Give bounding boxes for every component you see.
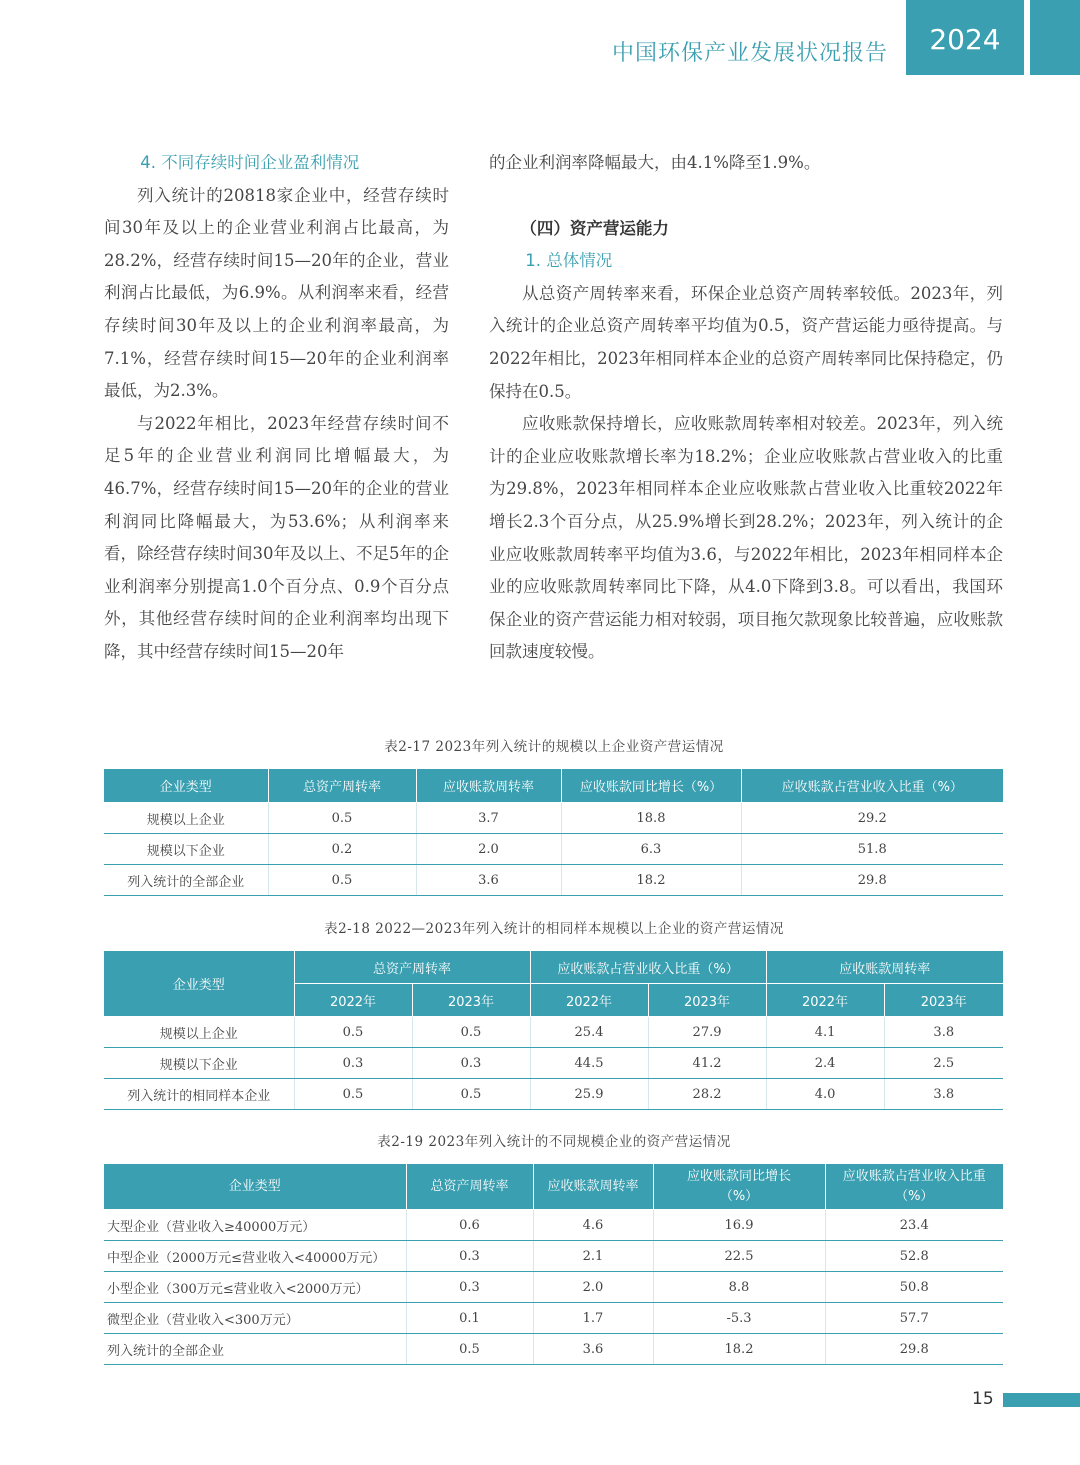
table-cell: 规模以上企业 xyxy=(104,803,268,834)
table-row xyxy=(104,1079,1003,1110)
table-cell: 0.5 xyxy=(294,1017,412,1048)
table-cell: 2.0 xyxy=(416,834,561,865)
table-cell: 25.4 xyxy=(530,1017,648,1048)
right-column xyxy=(489,147,1003,669)
table-cell: 0.1 xyxy=(406,1303,533,1334)
table-cell: 25.9 xyxy=(530,1079,648,1110)
table-cell: 3.8 xyxy=(884,1079,1003,1110)
left-column xyxy=(104,147,449,669)
table-cell: 18.8 xyxy=(561,803,741,834)
table-cell: 29.2 xyxy=(741,803,1003,834)
table-cell: 小型企业（300万元≤营业收入<2000万元） xyxy=(104,1272,406,1303)
section-heading-asset-operation: （四）资产营运能力 xyxy=(520,218,669,238)
table-cell: 16.9 xyxy=(653,1210,825,1241)
subsection-heading-overall: 1. 总体情况 xyxy=(525,251,613,271)
table-cell: 50.8 xyxy=(825,1272,1003,1303)
column-header: 应收账款周转率 xyxy=(533,1164,653,1210)
table-2-18 xyxy=(104,951,1003,1110)
column-header: 应收账款占营业收入比重（%） xyxy=(741,769,1003,803)
table-row xyxy=(104,803,1003,834)
year-subheader: 2023年 xyxy=(884,984,1003,1017)
table-cell: 中型企业（2000万元≤营业收入<40000万元） xyxy=(104,1241,406,1272)
table-row xyxy=(104,1334,1003,1365)
table-cell: 22.5 xyxy=(653,1241,825,1272)
table-cell: 1.7 xyxy=(533,1303,653,1334)
paragraph: 从总资产周转率来看，环保企业总资产周转率较低。2023年，列入统计的企业总资产周转率平均值为0.5，资产营运能力亟待提高。与2022年相比，2023年相同样本企业的总资产周转率同比保持稳定，仍保持在0.5。 xyxy=(489,283,1003,401)
table-cell: 6.3 xyxy=(561,834,741,865)
year-subheader: 2023年 xyxy=(648,984,766,1017)
table-cell: 27.9 xyxy=(648,1017,766,1048)
table-cell: 29.8 xyxy=(825,1334,1003,1365)
table-cell: 52.8 xyxy=(825,1241,1003,1272)
table-cell: 2.4 xyxy=(766,1048,884,1079)
column-header: 应收账款周转率 xyxy=(416,769,561,803)
table-cell: 规模以下企业 xyxy=(104,1048,294,1079)
paragraph: 应收账款保持增长，应收账款周转率相对较差。2023年，列入统计的企业应收账款增长率为18.2%；企业应收账款占营业收入的比重为29.8%，2023年相同样本企业应收账款占营业收入比重较2022年增长2.3个百分点，从25.9%增长到28.2%；2023年，列入统计的企业应收账款周转率平均值为3.6，与2022年相比，2023年相同样本企业的应收账款周转率同比下降，从4.0下降到3.8。可以看出，我国环保企业的资产营运能力相对较弱，项目拖欠款现象比较普遍，应收账款回款速度较慢。 xyxy=(489,414,1003,662)
table-cell: 8.8 xyxy=(653,1272,825,1303)
table-cell: 0.5 xyxy=(406,1334,533,1365)
year-subheader: 2022年 xyxy=(294,984,412,1017)
table-cell: 23.4 xyxy=(825,1210,1003,1241)
page-number-accent-bar xyxy=(1003,1393,1080,1407)
table-cell: 规模以下企业 xyxy=(104,834,268,865)
table-cell: 3.6 xyxy=(533,1334,653,1365)
column-header: 应收账款同比增长（%） xyxy=(561,769,741,803)
paragraph: 与2022年相比，2023年经营存续时间不足5年的企业营业利润同比增幅最大，为46.7%，经营存续时间15—20年的企业的营业利润同比降幅最大，为53.6%；从利润率来看，除经营存续时间30年及以上、不足5年的企业利润率分别提高1.0个百分点、0.9个百分点外，其他经营存续时间的企业利润率均出现下降，其中经营存续时间15—20年 xyxy=(104,413,449,661)
table-cell: 28.2 xyxy=(648,1079,766,1110)
table-cell: 2.1 xyxy=(533,1241,653,1272)
table-cell: 0.5 xyxy=(268,865,416,896)
table-cell: 2.0 xyxy=(533,1272,653,1303)
table-row xyxy=(104,1210,1003,1241)
column-header: 企业类型 xyxy=(104,951,294,1017)
report-title: 中国环保产业发展状况报告 xyxy=(611,41,888,66)
column-header: 总资产周转率 xyxy=(268,769,416,803)
table-cell: 0.3 xyxy=(294,1048,412,1079)
table-cell: 57.7 xyxy=(825,1303,1003,1334)
table-cell: 0.5 xyxy=(412,1079,530,1110)
column-header: 总资产周转率 xyxy=(294,951,530,984)
column-header: 应收账款周转率 xyxy=(766,951,1003,984)
table-2-19 xyxy=(104,1164,1003,1365)
table-cell: 3.8 xyxy=(884,1017,1003,1048)
table-caption: 表2-19 2023年列入统计的不同规模企业的资产营运情况 xyxy=(377,1134,731,1150)
column-header: 企业类型 xyxy=(104,769,268,803)
year-subheader: 2023年 xyxy=(412,984,530,1017)
column-header: 总资产周转率 xyxy=(406,1164,533,1210)
year-subheader: 2022年 xyxy=(530,984,648,1017)
column-header: 企业类型 xyxy=(104,1164,406,1210)
table-caption: 表2-17 2023年列入统计的规模以上企业资产营运情况 xyxy=(384,739,724,755)
table-row xyxy=(104,1017,1003,1048)
table-cell: 0.5 xyxy=(412,1017,530,1048)
table-row xyxy=(104,1048,1003,1079)
table-cell: 2.5 xyxy=(884,1048,1003,1079)
header-label: 应收账款占营业收入比重 xyxy=(842,1168,986,1184)
column-header xyxy=(653,1164,825,1210)
table-cell: 大型企业（营业收入≥40000万元） xyxy=(104,1210,406,1241)
header-unit: （%） xyxy=(719,1188,759,1204)
table-cell: 29.8 xyxy=(741,865,1003,896)
paragraph-continuation: 的企业利润率降幅最大，由4.1%降至1.9%。 xyxy=(489,153,821,172)
column-header xyxy=(825,1164,1003,1210)
year-subheader: 2022年 xyxy=(766,984,884,1017)
table-cell: 44.5 xyxy=(530,1048,648,1079)
table-cell: 41.2 xyxy=(648,1048,766,1079)
table-cell: 0.3 xyxy=(406,1272,533,1303)
header-unit: （%） xyxy=(895,1188,934,1204)
table-cell: 列入统计的全部企业 xyxy=(104,865,268,896)
header-label: 应收账款同比增长 xyxy=(686,1168,791,1184)
table-cell: 18.2 xyxy=(561,865,741,896)
table-cell: 列入统计的全部企业 xyxy=(104,1334,406,1365)
header-accent-strip xyxy=(1030,0,1080,75)
table-cell: 18.2 xyxy=(653,1334,825,1365)
table-2-17 xyxy=(104,769,1003,896)
table-cell: 微型企业（营业收入<300万元） xyxy=(104,1303,406,1334)
report-year-badge: 2024 xyxy=(906,0,1024,75)
table-cell: 规模以上企业 xyxy=(104,1017,294,1048)
table-cell: 0.5 xyxy=(294,1079,412,1110)
table-row xyxy=(104,1241,1003,1272)
paragraph: 列入统计的20818家企业中，经营存续时间30年及以上的企业营业利润占比最高，为28.2%，经营存续时间15—20年的企业，营业利润占比最低，为6.9%。从利润率来看，经营存续时间30年及以上的企业利润率最高，为7.1%，经营存续时间15—20年的企业利润率最低，为2.3%。 xyxy=(104,185,449,401)
table-cell: 0.3 xyxy=(406,1241,533,1272)
table-cell: 4.6 xyxy=(533,1210,653,1241)
column-header: 应收账款占营业收入比重（%） xyxy=(530,951,766,984)
table-cell: -5.3 xyxy=(653,1303,825,1334)
table-cell: 0.3 xyxy=(412,1048,530,1079)
table-row xyxy=(104,1272,1003,1303)
table-cell: 列入统计的相同样本企业 xyxy=(104,1079,294,1110)
table-cell: 0.6 xyxy=(406,1210,533,1241)
table-row xyxy=(104,865,1003,896)
table-row xyxy=(104,834,1003,865)
table-cell: 4.1 xyxy=(766,1017,884,1048)
table-cell: 0.5 xyxy=(268,803,416,834)
table-cell: 3.6 xyxy=(416,865,561,896)
table-cell: 4.0 xyxy=(766,1079,884,1110)
section-heading-profit-by-age: 4. 不同存续时间企业盈利情况 xyxy=(140,153,360,172)
table-row xyxy=(104,1303,1003,1334)
page-number: 15 xyxy=(972,1389,994,1409)
table-cell: 0.2 xyxy=(268,834,416,865)
table-cell: 51.8 xyxy=(741,834,1003,865)
table-cell: 3.7 xyxy=(416,803,561,834)
table-caption: 表2-18 2022—2023年列入统计的相同样本规模以上企业的资产营运情况 xyxy=(324,921,784,937)
